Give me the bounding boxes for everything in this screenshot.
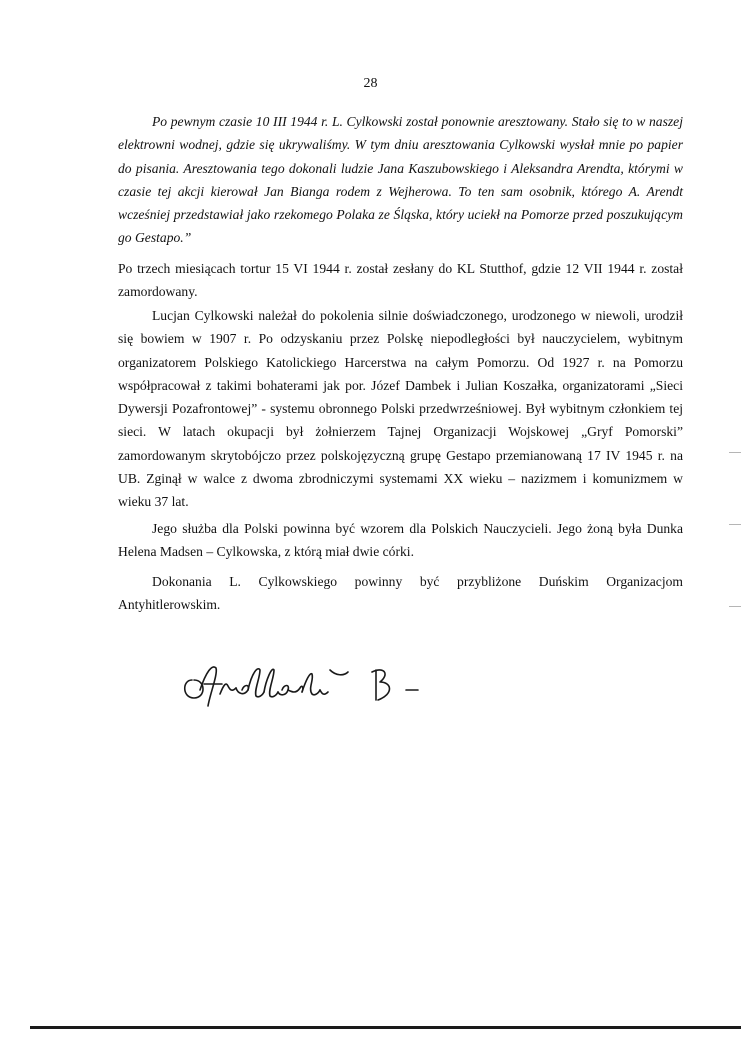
paragraph-closing: Dokonania L. Cylkowskiego powinny być przybliżone Duńskim Organizacjom Antyhitlerowskim. xyxy=(118,574,683,613)
scan-edge-mark xyxy=(729,452,741,453)
handwritten-signature xyxy=(178,650,438,710)
bottom-rule xyxy=(30,1026,741,1029)
signature-drawing xyxy=(178,650,438,710)
paragraph-service: Jego służba dla Polski powinna być wzorem dla Polskich Nauczycieli. Jego żoną była Dunka Helena Madsen – Cylkowska, z którą miał dwie córki. xyxy=(118,521,683,560)
paragraph-after-quote: Po trzech miesiącach tortur 15 VI 1944 r. został zesłany do KL Stutthof, gdzie 12 VII 1944 r. został zamordowany. xyxy=(118,261,683,300)
quote-paragraph: Po pewnym czasie 10 III 1944 r. L. Cylkowski został ponownie aresztowany. Stało się to w naszej elektrowni wodnej, gdzie się ukrywaliśmy. W tym dniu aresztowania Cylkowski wysłał mnie po papier do pisania. Aresztowania tego dokonali ludzie Jana Kaszubowskiego i Aleksandra Arendta, którymi w czasie tej akcji kierował Jan Bianga rodem z Wejherowa. To ten sam osobnik, którego A. Arendt wcześniej przedstawiał jako rzekomego Polaka ze Śląska, który uciekł na Pomorze przed poszukującym go Gestapo.” xyxy=(118,114,683,246)
scan-edge-mark xyxy=(729,524,741,525)
page-number: 28 xyxy=(363,76,378,91)
paragraph-biography: Lucjan Cylkowski należał do pokolenia silnie doświadczonego, urodzonego w niewoli, urodził się bowiem w 1907 r. Po odzyskaniu przez Polskę niepodległości był nauczycielem, wybitnym organizatorem Polskiego Katolickiego Harcerstwa na całym Pomorzu. Od 1927 r. na Pomorzu współpracował z takimi bohaterami jak por. Józef Dambek i Julian Koszałka, organizatorami „Sieci Dywersji Pozafrontowej” - systemu obronnego Polski przedwrześniowej. Był wybitnym członkiem tej sieci. W latach okupacji był żołnierzem Tajnej Organizacji Wojskowej „Gryf Pomorski” zamordowanym skrytobójczo przez polskojęzyczną grupę Gestapo przemianowaną 17 IV 1945 r. na UB. Zginął w walce z dwoma zbrodniczymi systemami XX wieku – nazizmem i komunizmem w wieku 37 lat. xyxy=(118,308,683,510)
scan-edge-mark xyxy=(729,606,741,607)
